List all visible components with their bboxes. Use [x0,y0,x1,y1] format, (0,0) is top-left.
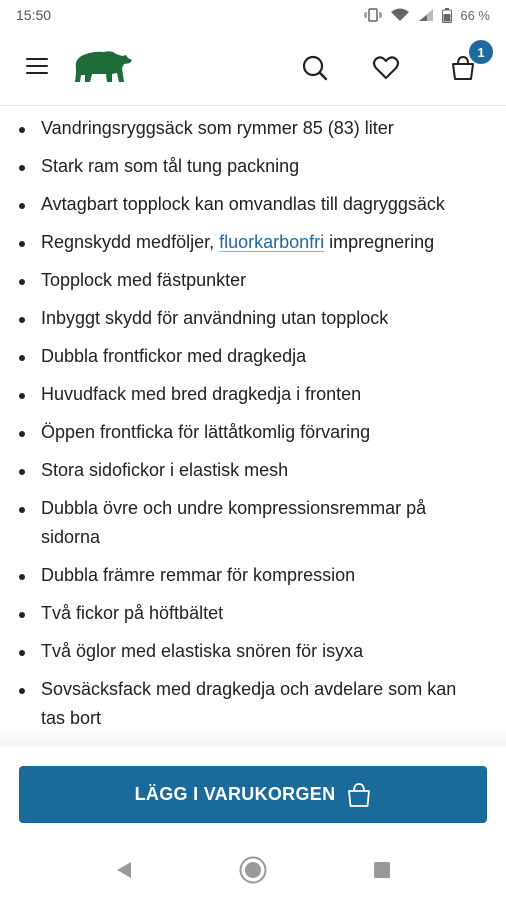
status-time: 15:50 [16,7,52,23]
add-to-cart-label: LÄGG I VARUKORGEN [134,784,336,804]
status-icons [364,8,490,23]
back-icon [114,860,134,880]
battery-icon [442,8,452,23]
system-nav-bar [0,840,506,900]
list-item: Dubbla frontfickor med dragkedja [0,342,506,371]
list-item: Stora sidofickor i elastisk mesh [0,456,506,485]
list-item-text: impregnering [324,232,435,252]
feature-list [0,106,506,733]
list-item: Stark ram som tål tung packning [0,152,506,181]
back-button[interactable] [104,850,144,890]
list-item: Vandringsryggsäck som rymmer 85 (83) liter [0,114,506,143]
wifi-icon [390,8,410,22]
signal-icon [418,8,434,22]
list-item: Dubbla främre remmar för kompression [0,561,506,590]
list-item: Inbyggt skydd för användning utan topplock [0,304,506,333]
vibrate-icon [364,8,382,22]
add-to-cart-bar [0,746,506,840]
search-icon[interactable] [301,54,329,82]
product-features [0,106,506,746]
list-item: Avtagbart topplock kan omvandlas till dagryggsäck [0,190,506,219]
list-item: Öppen frontficka för lättåtkomlig förvaring [0,418,506,447]
bag-icon [347,782,371,808]
menu-icon[interactable] [26,58,48,76]
list-item: Två fickor på höftbältet [0,599,506,628]
status-bar [0,0,506,30]
bear-logo[interactable] [70,48,134,86]
list-item [0,228,506,257]
cart-count-badge[interactable]: 1 [469,40,493,64]
recents-button[interactable] [362,850,402,890]
list-item: Topplock med fästpunkter [0,266,506,295]
fluorkarbonfri-link[interactable]: fluorkarbonfri [219,232,325,252]
home-icon [238,855,268,885]
list-item: Sovsäcksfack med dragkedja och avdelare som kan tas bort [0,675,506,733]
home-button[interactable] [233,850,273,890]
list-item: Huvudfack med bred dragkedja i fronten [0,380,506,409]
recents-icon [372,860,392,880]
site-header [0,30,506,106]
list-item-text: Regnskydd medföljer, [41,232,220,252]
heart-icon[interactable] [372,54,400,82]
list-item: Dubbla övre och undre kompressionsremmar på sidorna [0,494,506,552]
list-item: Två öglor med elastiska snören för isyxa [0,637,506,666]
add-to-cart-button[interactable] [19,766,487,823]
battery-level: 66 % [460,7,490,23]
